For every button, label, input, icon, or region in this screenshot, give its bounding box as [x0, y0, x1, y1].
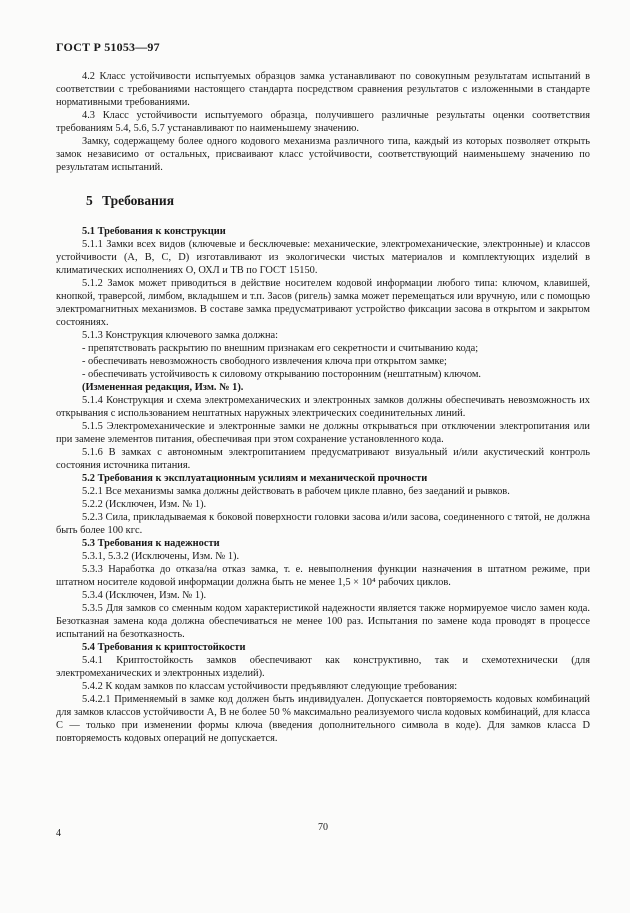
paragraph-5-1-5: 5.1.5 Электромеханические и электронные замки не должны открываться при отключении электропитания или при замене элементов питания, обеспечивая при этом сохранение установленного кода.: [56, 421, 590, 445]
amendment-note: (Измененная редакция, Изм. № 1).: [82, 382, 244, 393]
paragraph-4-3: 4.3 Класс устойчивости испытуемого образца, получившего различные результаты оценки соответствия требованиям 5.4, 5.6, 5.7 устанавливают по наименьшему значению.: [56, 110, 590, 134]
document-header: ГОСТ Р 51053—97: [56, 40, 160, 54]
subsection-5-1-heading: 5.1 Требования к конструкции: [82, 226, 226, 237]
paragraph-5-3-3: 5.3.3 Наработка до отказа/на отказ замка, т. е. невыполнения функции назначения в штатном режиме, при штатном носителе кодовой информации должна быть не менее 1,5 × 10⁴ рабочих циклов.: [56, 564, 590, 588]
paragraph-5-2-1: 5.2.1 Все механизмы замка должны действовать в рабочем цикле плавно, без заеданий и рывков.: [82, 486, 510, 497]
paragraph-5-4-1: 5.4.1 Криптостойкость замков обеспечивают как конструктивно, так и схемотехнически (для электромеханических и электронных изделий).: [56, 655, 590, 679]
paragraph-5-2-3: 5.2.3 Сила, прикладываемая к боковой поверхности головки засова и/или засова, соединенного с тятой, не должна быть более 100 кгс.: [56, 512, 590, 536]
subsection-5-3-heading: 5.3 Требования к надежности: [82, 538, 220, 549]
paragraph-4-2: 4.2 Класс устойчивости испытуемых образцов замка устанавливают по совокупным результатам испытаний в соответствии с требованиями настоящего стандарта посредством сравнения результатов с изложенными в стандарте нормативными требованиями.: [56, 71, 590, 108]
paragraph-5-1-6: 5.1.6 В замках с автономным электропитанием предусматривают визуальный и/или акустический контроль состояния источника питания.: [56, 447, 590, 471]
subsection-5-4-heading: 5.4 Требования к криптостойкости: [82, 642, 246, 653]
paragraph-5-1-1: 5.1.1 Замки всех видов (ключевые и бесключевые: механические, электромеханические, электронные) и классов устойчивости (А, В, С, D) изготавливают из экологически чистых материалов и комплектующих изделий в климатических исполнениях О, ОХЛ и ТВ по ГОСТ 15150.: [56, 239, 590, 276]
paragraph-5-1-4: 5.1.4 Конструкция и схема электромеханических и электронных замков должны обеспечивать невозможность их открывания с использованием нештатных наружных электрических соединительных линий.: [56, 395, 590, 419]
paragraph-5-3-1: 5.3.1, 5.3.2 (Исключены, Изм. № 1).: [82, 551, 240, 562]
paragraph-lock-class: Замку, содержащему более одного кодового механизма различного типа, каждый из которых позволяет открыть замок независимо от остальных, присваивают класс устойчивости, соответствующий наименьшему значению по результатам испытаний.: [56, 136, 590, 173]
list-item: - обеспечивать устойчивость к силовому открыванию посторонним (нештатным) ключом.: [82, 369, 482, 380]
document-body: [56, 70, 590, 745]
list-item: - препятствовать раскрытию по внешним признакам его секретности и считыванию кода;: [82, 343, 479, 354]
subsection-5-2-heading: 5.2 Требования к эксплуатационным усилиям и механической прочности: [82, 473, 428, 484]
paragraph-5-3-5: 5.3.5 Для замков со сменным кодом характеристикой надежности является также нормируемое число замен кода. Безотказная замена кода должна обеспечиваться не менее 100 раз. Испытания по замене кода проводят в процессе испытаний на безотказность.: [56, 603, 590, 640]
paragraph-5-1-3: 5.1.3 Конструкция ключевого замка должна:: [82, 330, 279, 341]
list-item: - обеспечивать невозможность свободного извлечения ключа при открытом замке;: [82, 356, 447, 367]
paragraph-5-2-2: 5.2.2 (Исключен, Изм. № 1).: [82, 499, 207, 510]
paragraph-5-4-2-1: 5.4.2.1 Применяемый в замке код должен быть индивидуален. Допускается повторяемость кодовых комбинаций для замков классов устойчивости А, В не более 50 % максимально реализуемого числа кодовых комбинаций, для класса С — только при изменении формы ключа (введения дополнительного символа в коде). Для замков класса D повторяемость кодовых операций не допускается.: [56, 694, 590, 744]
paragraph-5-3-4: 5.3.4 (Исключен, Изм. № 1).: [82, 590, 207, 601]
paragraph-5-4-2: 5.4.2 К кодам замков по классам устойчивости предъявляют следующие требования:: [82, 681, 458, 692]
page-number-center: 70: [318, 822, 328, 833]
page-number-left: 4: [56, 828, 61, 839]
section-5-title: 5 Требования: [86, 193, 175, 208]
paragraph-5-1-2: 5.1.2 Замок может приводиться в действие носителем кодовой информации любого типа: ключом, клавишей, кнопкой, траверсой, лимбом, вкладышем и т.п. Засов (ригель) замка может перемещаться или вручную, или с помощью электромагнитных механизмов. В составе замка предусматривают устройство фиксации засова в открытом и закрытом состояниях.: [56, 278, 590, 328]
